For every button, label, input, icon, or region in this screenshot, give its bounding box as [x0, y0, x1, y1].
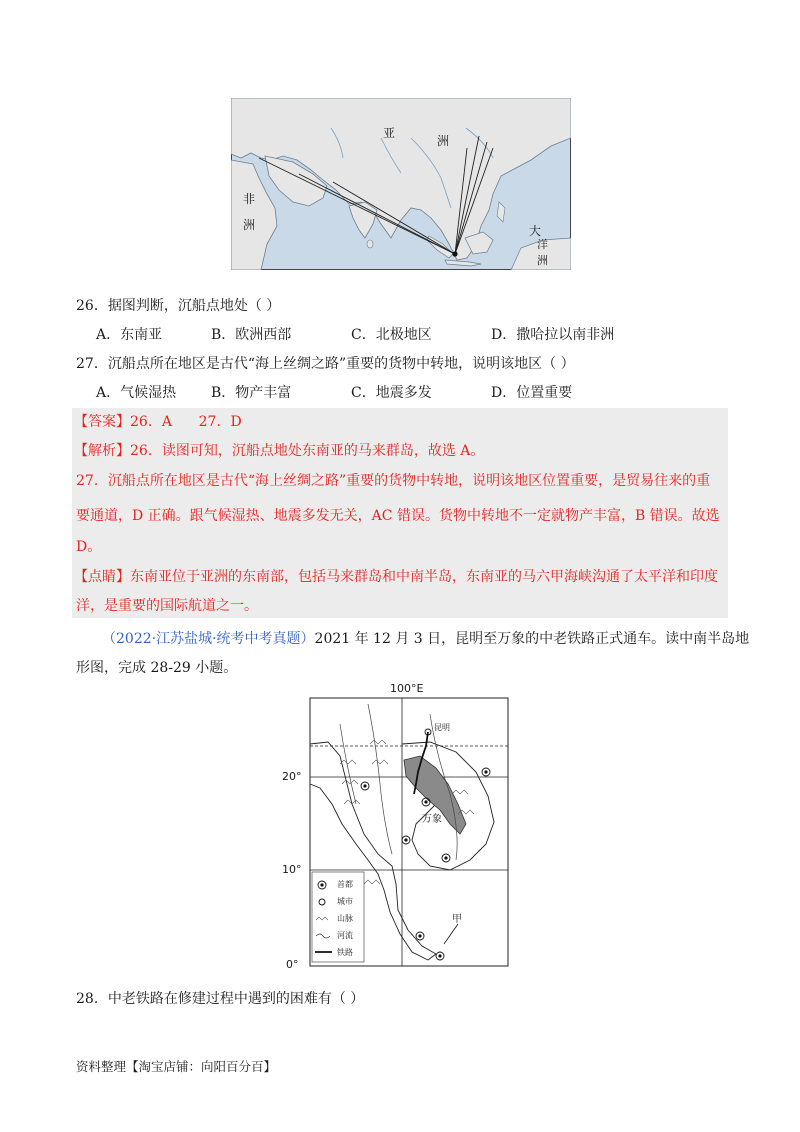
asia-label-2: 洲 [437, 134, 450, 148]
answer-text: 26．A 27．D [130, 414, 242, 430]
answer-line [74, 412, 242, 432]
kunming-label: 昆明 [434, 723, 450, 732]
legend-mountain: 山脉 [337, 914, 353, 923]
legend-river: 河流 [337, 931, 353, 940]
intro-line-2: 形图，完成 28-29 小题。 [76, 660, 238, 676]
analysis-line-1 [74, 441, 484, 461]
q26-stem: 26．据图判断，沉船点地处（ ） [76, 298, 281, 314]
lat-0-label: 0° [286, 958, 299, 971]
oceania-label-1: 大 [529, 224, 542, 238]
page-footer: 资料整理【淘宝店铺：向阳百分百】 [76, 1059, 277, 1074]
vientiane-label: 万象 [422, 814, 442, 825]
tip-tag: 【点睛】 [74, 569, 130, 585]
africa-label-2: 洲 [243, 218, 256, 232]
lat-10-label: 10° [282, 863, 302, 876]
analysis-line-4: D。 [76, 539, 102, 555]
lon-100e-label: 100°E [390, 682, 424, 695]
indochina-terrain-map [280, 684, 520, 970]
oceania-label-3: 洲 [537, 254, 548, 267]
answer-tag: 【答案】 [74, 414, 130, 430]
q26-option-c: C．北极地区 [351, 327, 432, 343]
q27-option-b: B．物产丰富 [211, 385, 292, 401]
analysis-tag: 【解析】 [74, 443, 130, 459]
asia-label-1: 亚 [383, 126, 396, 140]
silk-road-map [231, 98, 571, 270]
tip-line-2: 洋，是重要的国际航道之一。 [76, 598, 258, 614]
analysis-text-1: 26．读图可知，沉船点地处东南亚的马来群岛，故选 A。 [130, 443, 485, 459]
lat-20-label: 20° [282, 770, 302, 783]
q27-option-a: A．气候湿热 [96, 385, 177, 401]
q27-stem: 27．沉船点所在地区是古代“海上丝绸之路”重要的货物中转地，说明该地区（ ） [76, 356, 575, 372]
intro-text-1: 2021 年 12 月 3 日，昆明至万象的中老铁路正式通车。读中南半岛地 [314, 631, 750, 647]
analysis-line-3: 要通道，D 正确。跟气候湿热、地震多发无关，AC 错误。货物中转地不一定就物产丰富，B 错误。故选 [76, 508, 720, 524]
tip-line-1 [74, 567, 718, 587]
q27-option-d: D．位置重要 [491, 385, 573, 401]
q27-option-c: C．地震多发 [351, 385, 432, 401]
africa-label-1: 非 [243, 192, 256, 206]
q26-option-b: B．欧洲西部 [211, 327, 292, 343]
q26-option-a: A．东南亚 [96, 327, 163, 343]
jia-label: 甲 [452, 914, 462, 925]
analysis-line-2: 27．沉船点所在地区是古代“海上丝绸之路”重要的货物中转地，说明该地区位置重要，是贸易往来的重 [76, 473, 711, 489]
legend-railway: 铁路 [337, 948, 353, 957]
q28-stem: 28．中老铁路在修建过程中遇到的困难有（ ） [76, 991, 365, 1007]
intro-line-1 [102, 629, 749, 649]
legend-capital: 首都 [337, 880, 353, 889]
tip-text-1: 东南亚位于亚洲的东南部，包括马来群岛和中南半岛，东南亚的马六甲海峡沟通了太平洋和印度 [130, 569, 718, 585]
legend-city: 城市 [337, 897, 353, 906]
oceania-label-2: 洋 [537, 238, 548, 251]
source-tag: （2022·江苏盐城·统考中考真题） [102, 631, 315, 647]
q26-option-d: D．撒哈拉以南非洲 [491, 327, 615, 343]
